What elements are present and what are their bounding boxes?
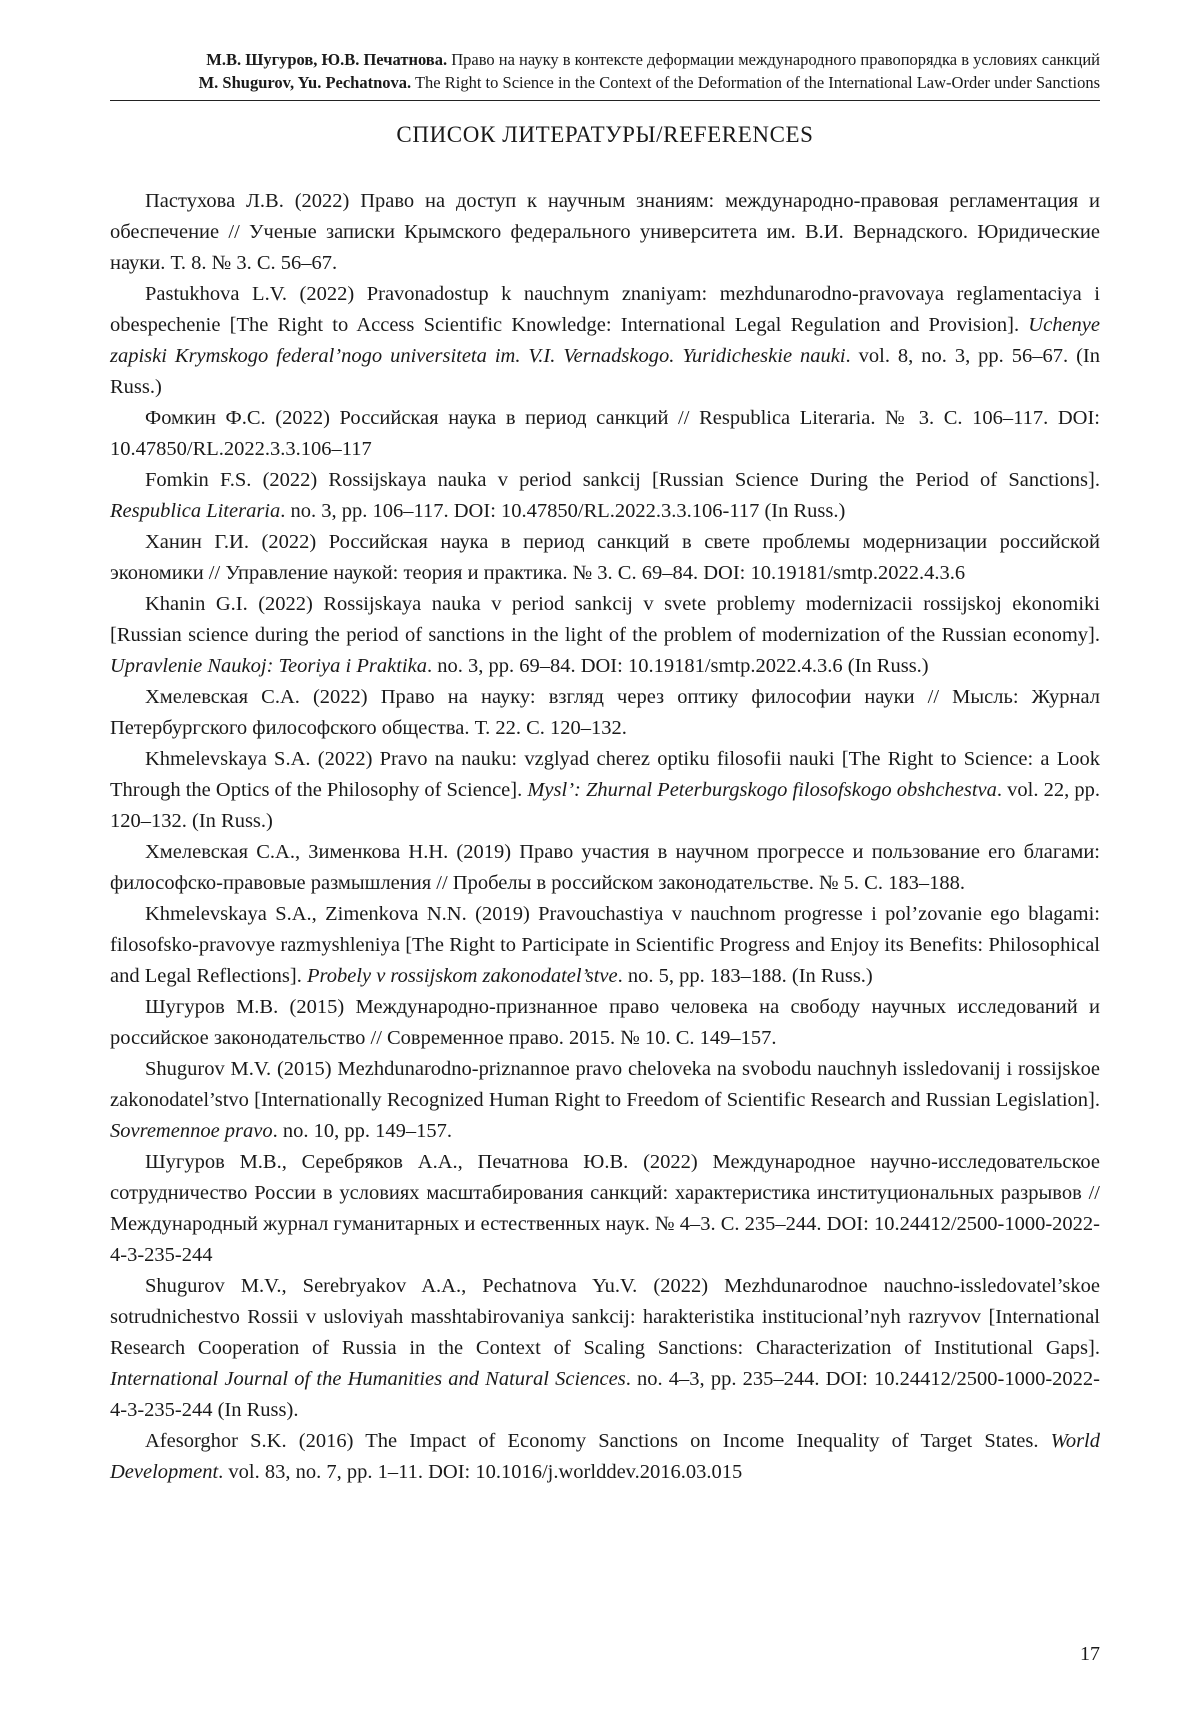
- reference-list: [110, 186, 1100, 1488]
- reference-item: Shugurov M.V. (2015) Mezhdunarodno-priznannoe pravo cheloveka na svobodu nauchnyh issledovanij i rossijskoe zakonodatel’stvo [Internationally Recognized Human Right to Freedom of Scientific Research and Russian Legislation]. Sovremennoe pravo. no. 10, pp. 149–157.: [110, 1058, 1100, 1142]
- reference-item: Fomkin F.S. (2022) Rossijskaya nauka v period sankcij [Russian Science During the Period of Sanctions]. Respublica Literaria. no. 3, pp. 106–117. DOI: 10.47850/RL.2022.3.3.106-117 (In Russ.): [110, 469, 1100, 522]
- reference-item: Пастухова Л.В. (2022) Право на доступ к научным знаниям: международно-правовая регламентация и обеспечение // Ученые записки Крымского федерального университета им. В.И. Вернадского. Юридические науки. Т. 8. № 3. С. 56–67.: [110, 190, 1100, 274]
- running-header: [110, 48, 1100, 94]
- reference-item: Хмелевская С.А. (2022) Право на науку: взгляд через оптику философии науки // Мысль: Журнал Петербургского философского общества. Т. 22. С. 120–132.: [110, 686, 1100, 739]
- header-ru-authors: М.В. Шугуров, Ю.В. Печатнова.: [206, 50, 448, 69]
- header-en-title: The Right to Science in the Context of the Deformation of the International Law-Order under Sanctions: [411, 73, 1100, 92]
- running-header-ru: [110, 48, 1100, 71]
- running-header-en: [110, 71, 1100, 94]
- reference-item: Khmelevskaya S.A., Zimenkova N.N. (2019) Pravouchastiya v nauchnom progresse i pol’zovanie ego blagami: filosofsko-pravovye razmyshleniya [The Right to Participate in Scientific Progress and Enjoy its Benefits: Philosophical and Legal Reflections]. Probely v rossijskom zakonodatel’stve. no. 5, pp. 183–188. (In Russ.): [110, 903, 1100, 987]
- page-number: 17: [1080, 1643, 1100, 1665]
- reference-item: Хмелевская С.А., Зименкова Н.Н. (2019) Право участия в научном прогрессе и пользование его благами: философско-правовые размышления // Пробелы в российском законодательстве. № 5. С. 183–188.: [110, 841, 1100, 894]
- header-ru-title: Право на науку в контексте деформации международного правопорядка в условиях санкций: [447, 50, 1100, 69]
- reference-item: Фомкин Ф.С. (2022) Российская наука в период санкций // Respublica Literaria. № 3. С. 106–117. DOI: 10.47850/RL.2022.3.3.106–117: [110, 407, 1100, 460]
- reference-item: Khmelevskaya S.A. (2022) Pravo na nauku: vzglyad cherez optiku filosofii nauki [The Right to Science: a Look Through the Optics of the Philosophy of Science]. Mysl’: Zhurnal Peterburgskogo filosofskogo obshchestva. vol. 22, pp. 120–132. (In Russ.): [110, 748, 1100, 832]
- reference-item: Afesorghor S.K. (2016) The Impact of Economy Sanctions on Income Inequality of Target States. World Development. vol. 83, no. 7, pp. 1–11. DOI: 10.1016/j.worlddev.2016.03.015: [110, 1430, 1100, 1483]
- header-rule: [110, 100, 1100, 101]
- reference-item: Ханин Г.И. (2022) Российская наука в период санкций в свете проблемы модернизации российской экономики // Управление наукой: теория и практика. № 3. С. 69–84. DOI: 10.19181/smtp.2022.4.3.6: [110, 531, 1100, 584]
- section-title: СПИСОК ЛИТЕРАТУРЫ/REFERENCES: [396, 122, 814, 147]
- reference-item: Pastukhova L.V. (2022) Pravonadostup k nauchnym znaniyam: mezhdunarodno-pravovaya reglamentaciya i obespechenie [The Right to Access Scientific Knowledge: International Legal Regulation and Provision]. Uchenye zapiski Krymskogo federal’nogo universiteta im. V.I. Vernadskogo. Yuridicheskie nauki. vol. 8, no. 3, pp. 56–67. (In Russ.): [110, 283, 1100, 398]
- reference-item: Khanin G.I. (2022) Rossijskaya nauka v period sankcij v svete problemy modernizacii rossijskoj ekonomiki [Russian science during the period of sanctions in the light of the problem of modernization of the Russian economy]. Upravlenie Naukoj: Teoriya i Praktika. no. 3, pp. 69–84. DOI: 10.19181/smtp.2022.4.3.6 (In Russ.): [110, 593, 1100, 677]
- reference-item: Shugurov M.V., Serebryakov A.A., Pechatnova Yu.V. (2022) Mezhdunarodnoe nauchno-issledovatel’skoe sotrudnichestvo Rossii v usloviyah masshtabirovaniya sankcij: harakteristika institucional’nyh razryvov [International Research Cooperation of Russia in the Context of Scaling Sanctions: Characterization of Institutional Gaps]. International Journal of the Humanities and Natural Sciences. no. 4–3, pp. 235–244. DOI: 10.24412/2500-1000-2022-4-3-235-244 (In Russ).: [110, 1275, 1100, 1421]
- reference-item: Шугуров М.В. (2015) Международно-признанное право человека на свободу научных исследований и российское законодательство // Современное право. 2015. № 10. С. 149–157.: [110, 996, 1100, 1049]
- reference-item: Шугуров М.В., Серебряков А.А., Печатнова Ю.В. (2022) Международное научно-исследовательское сотрудничество России в условиях масштабирования санкций: характеристика институциональных разрывов // Международный журнал гуманитарных и естественных наук. № 4–3. С. 235–244. DOI: 10.24412/2500-1000-2022-4-3-235-244: [110, 1151, 1100, 1266]
- header-en-authors: M. Shugurov, Yu. Pechatnova.: [198, 73, 412, 92]
